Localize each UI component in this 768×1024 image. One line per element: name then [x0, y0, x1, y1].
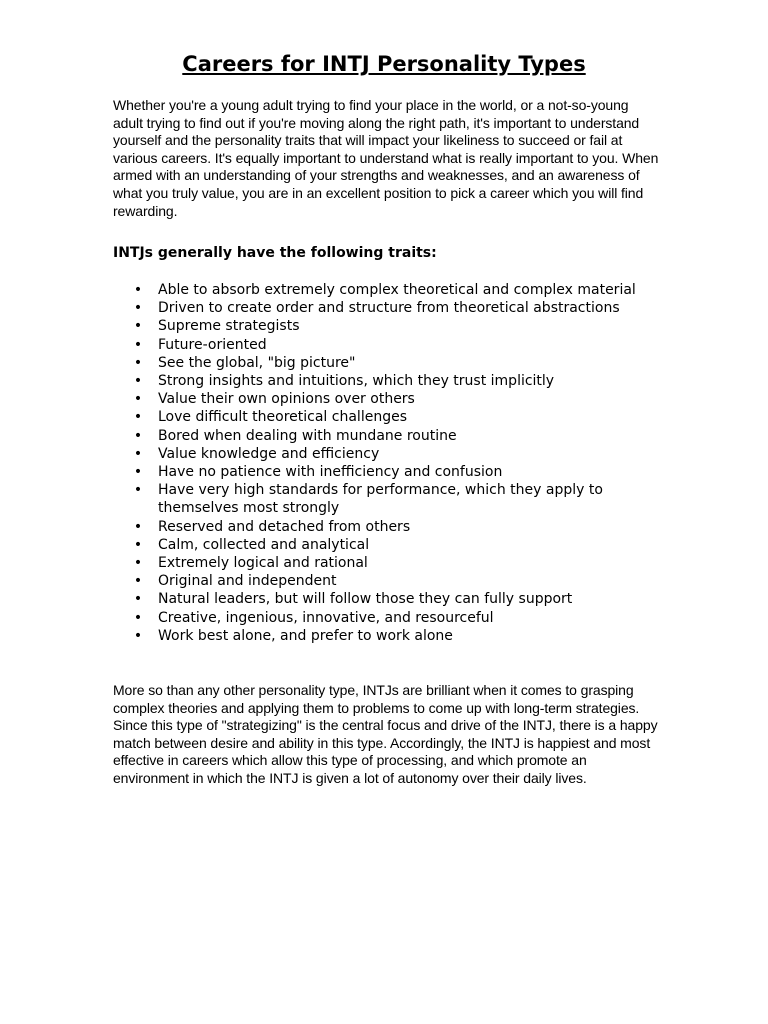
list-item	[113, 572, 673, 590]
bullet-icon: •	[133, 445, 143, 462]
trait-text: Have no patience with inefficiency and confusion	[158, 464, 503, 481]
trait-text: Natural leaders, but will follow those they can fully support	[158, 591, 573, 608]
list-item	[113, 336, 673, 354]
bullet-icon: •	[133, 482, 143, 499]
bullet-icon: •	[133, 427, 143, 444]
list-item	[113, 609, 673, 627]
bullet-icon: •	[133, 627, 143, 644]
bullet-icon: •	[133, 300, 143, 317]
list-item	[113, 408, 673, 426]
bullet-icon: •	[133, 573, 143, 590]
list-item	[113, 299, 673, 317]
bullet-icon: •	[133, 336, 143, 353]
list-item	[113, 281, 673, 299]
bullet-icon: •	[133, 464, 143, 481]
list-item	[113, 427, 673, 445]
trait-text: Strong insights and intuitions, which they trust implicitly	[158, 373, 555, 390]
traits-heading: INTJs generally have the following traits:	[113, 245, 437, 261]
bullet-icon: •	[133, 391, 143, 408]
trait-text: Work best alone, and prefer to work alone	[158, 627, 453, 644]
list-item	[113, 372, 673, 390]
bullet-icon: •	[133, 409, 143, 426]
intro-paragraph: Whether you're a young adult trying to find your place in the world, or a not-so-young adult trying to find out if you're moving along the right path, it's important to understand yourself and the personality traits that will impact your likeliness to succeed or fail at various careers. It's equally important to understand what is really important to you. When armed with an understanding of your strengths and weaknesses, and an awareness of what you truly value, you are in an excellent position to pick a career which you will find rewarding.	[113, 97, 659, 219]
trait-text: See the global, "big picture"	[158, 354, 356, 371]
list-item	[113, 518, 673, 536]
list-item	[113, 481, 673, 517]
bullet-icon: •	[133, 536, 143, 553]
list-item	[113, 554, 673, 572]
bullet-icon: •	[133, 373, 143, 390]
bullet-icon: •	[133, 318, 143, 335]
bullet-icon: •	[133, 609, 143, 626]
trait-text: Reserved and detached from others	[158, 518, 411, 535]
trait-text: Have very high standards for performance, which they apply to themselves most strongly	[158, 482, 603, 517]
trait-text: Bored when dealing with mundane routine	[158, 427, 457, 444]
trait-text: Future-oriented	[158, 336, 267, 353]
list-item	[113, 445, 673, 463]
bullet-icon: •	[133, 282, 143, 298]
page-title: Careers for INTJ Personality Types	[182, 52, 586, 76]
bullet-icon: •	[133, 555, 143, 572]
trait-text: Calm, collected and analytical	[158, 536, 370, 553]
trait-text: Driven to create order and structure from theoretical abstractions	[158, 300, 620, 317]
trait-text: Supreme strategists	[158, 318, 300, 335]
list-item	[113, 463, 673, 481]
bullet-icon: •	[133, 518, 143, 535]
trait-text: Love difficult theoretical challenges	[158, 409, 407, 426]
bullet-icon: •	[133, 354, 143, 371]
trait-text: Creative, ingenious, innovative, and resourceful	[158, 609, 494, 626]
list-item	[113, 317, 673, 335]
trait-text: Value their own opinions over others	[158, 391, 415, 408]
outro-paragraph: More so than any other personality type, INTJs are brilliant when it comes to grasping complex theories and applying them to problems to come up with long-term strategies. Since this type of "strategizing" is the central focus and drive of the INTJ, there is a happy match between desire and ability in this type. Accordingly, the INTJ is happiest and most effective in careers which allow this type of processing, and which promote an environment in which the INTJ is given a lot of autonomy over their daily lives.	[113, 682, 658, 786]
trait-text: Original and independent	[158, 573, 337, 590]
trait-text: Extremely logical and rational	[158, 555, 368, 572]
trait-text: Value knowledge and efficiency	[158, 445, 380, 462]
traits-list	[113, 281, 673, 645]
list-item	[113, 354, 673, 372]
list-item	[113, 627, 673, 645]
list-item	[113, 536, 673, 554]
bullet-icon: •	[133, 591, 143, 608]
trait-text: Able to absorb extremely complex theoretical and complex material	[158, 282, 636, 298]
list-item	[113, 390, 673, 408]
list-item	[113, 590, 673, 608]
